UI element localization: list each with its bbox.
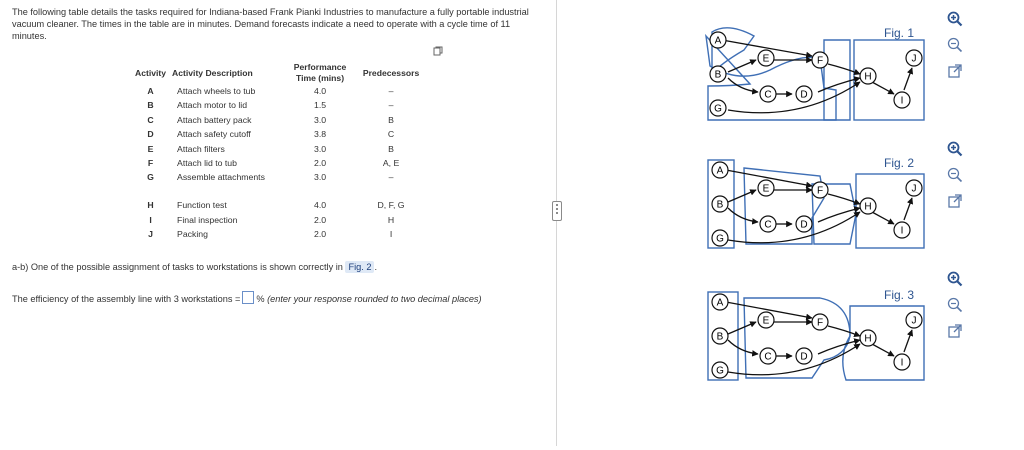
svg-text:I: I [900, 225, 904, 237]
task-node-b [712, 328, 728, 344]
precedence-arrow [818, 208, 860, 222]
copy-icon[interactable] [433, 46, 443, 56]
activity-cell: G [147, 172, 154, 183]
time-cell: 3.0 [314, 143, 327, 154]
table-row [132, 158, 428, 172]
precedence-arrow [872, 212, 894, 224]
task-node-h [860, 198, 876, 214]
svg-text:G: G [716, 233, 724, 245]
task-node-e [758, 180, 774, 196]
figure-1 [700, 24, 930, 152]
svg-text:H: H [864, 71, 872, 83]
svg-text:G: G [716, 365, 724, 377]
svg-text:J: J [911, 315, 917, 327]
task-node-j [906, 312, 922, 328]
zoom-in-icon[interactable] [946, 140, 964, 158]
task-node-b [710, 66, 726, 82]
table-row [132, 86, 428, 100]
activity-cell: H [147, 200, 154, 211]
precedence-arrow [904, 330, 912, 352]
precedence-arrow [904, 198, 912, 220]
task-node-i [894, 92, 910, 108]
problem-intro: The following table details the tasks required for Indiana-based Frank Pianki Industries to manufacture a fully portable industrial vacuum cleaner. The times in the table are in minutes. Demand forecasts indicate a need to operate with a cycle time of 11 minutes. [12, 7, 529, 41]
table-row [132, 129, 428, 143]
precedence-arrow [728, 340, 758, 354]
svg-text:B: B [714, 69, 722, 81]
svg-text:C: C [764, 89, 772, 101]
activity-cell: I [149, 214, 152, 225]
svg-text:D: D [800, 219, 808, 231]
task-node-j [906, 180, 922, 196]
precedence-arrow [828, 194, 860, 204]
svg-text:C: C [764, 351, 772, 363]
precedence-arrow [728, 322, 756, 334]
svg-text:C: C [764, 219, 772, 231]
task-node-c [760, 86, 776, 102]
efficiency-question [12, 291, 532, 306]
predecessors-cell: – [388, 86, 394, 96]
task-node-g [710, 100, 726, 116]
description-cell: Attach battery pack [177, 114, 252, 125]
precedence-arrow [728, 82, 860, 113]
efficiency-answer-input[interactable] [242, 291, 254, 304]
task-node-b [712, 196, 728, 212]
open-external-icon[interactable] [946, 322, 964, 340]
question-prefix: a-b) One of the possible assignment of tasks to workstations is shown correctly in [12, 262, 343, 272]
figure-label: Fig. 1 [884, 26, 915, 40]
zoom-in-icon[interactable] [946, 10, 964, 28]
svg-text:H: H [864, 333, 872, 345]
header-predecessors: Predecessors [362, 68, 420, 78]
activity-cell: J [148, 229, 153, 240]
task-node-f [812, 182, 828, 198]
task-table [132, 60, 428, 244]
task-node-i [894, 354, 910, 370]
svg-text:D: D [800, 351, 808, 363]
resize-handle-icon[interactable] [552, 201, 562, 221]
precedence-arrow [872, 82, 894, 94]
time-cell: 2.0 [314, 229, 327, 240]
svg-text:F: F [816, 317, 824, 329]
task-node-f [812, 52, 828, 68]
precedence-arrow [728, 212, 860, 243]
task-node-d [796, 216, 812, 232]
predecessors-cell: B [388, 114, 394, 125]
figure-3-diagram [700, 286, 930, 414]
predecessors-cell: C [387, 129, 395, 140]
question-suffix: . [374, 262, 378, 272]
activity-cell: B [147, 100, 154, 111]
task-node-g [712, 230, 728, 246]
activity-cell: D [147, 129, 154, 140]
svg-text:F: F [816, 185, 824, 197]
precedence-arrow [728, 60, 756, 72]
task-node-f [812, 314, 828, 330]
precedence-arrow [728, 208, 758, 222]
table-row [132, 144, 428, 158]
activity-cell: E [147, 143, 154, 154]
task-node-e [758, 50, 774, 66]
description-cell: Packing [177, 229, 208, 240]
predecessors-cell: I [389, 229, 393, 240]
rounding-hint: (enter your response rounded to two decimal places) [267, 294, 482, 304]
activity-cell: C [147, 114, 154, 125]
task-node-a [712, 294, 728, 310]
figure-link[interactable]: Fig. 2 [345, 261, 374, 273]
table-row [132, 115, 428, 129]
task-node-e [758, 312, 774, 328]
figure-2-diagram [700, 154, 930, 282]
table-header-row [132, 60, 428, 86]
svg-text:A: A [716, 297, 724, 309]
description-cell: Attach wheels to tub [177, 86, 256, 96]
precedence-arrow [728, 190, 756, 202]
predecessors-cell: – [388, 100, 394, 111]
time-cell: 3.0 [314, 114, 327, 125]
svg-text:D: D [800, 89, 808, 101]
figure-1-diagram [700, 24, 930, 152]
table-row [132, 172, 428, 200]
svg-text:G: G [714, 103, 722, 115]
zoom-in-icon[interactable] [946, 270, 964, 288]
time-cell: 4.0 [314, 200, 327, 211]
svg-text:B: B [716, 331, 724, 343]
svg-text:F: F [816, 55, 824, 67]
zoom-out-icon[interactable] [946, 296, 964, 314]
description-cell: Final inspection [177, 214, 238, 225]
svg-text:J: J [911, 183, 917, 195]
svg-text:E: E [762, 53, 770, 65]
time-cell: 1.5 [314, 100, 327, 111]
header-description: Activity Description [172, 68, 253, 78]
predecessors-cell: – [388, 172, 394, 183]
svg-text:J: J [911, 53, 917, 65]
svg-text:H: H [864, 201, 872, 213]
svg-text:A: A [716, 165, 724, 177]
zoom-out-icon[interactable] [946, 166, 964, 184]
svg-text:I: I [900, 95, 904, 107]
activity-cell: A [147, 86, 154, 96]
task-node-a [712, 162, 728, 178]
description-cell: Attach motor to lid [177, 100, 248, 111]
time-cell: 2.0 [314, 157, 327, 168]
open-external-icon[interactable] [946, 62, 964, 80]
figure-label: Fig. 2 [884, 156, 915, 170]
workstation-outline [744, 168, 824, 244]
description-cell: Function test [177, 200, 227, 211]
precedence-arrow [872, 344, 894, 356]
task-node-c [760, 216, 776, 232]
figure-3 [700, 286, 930, 414]
svg-text:E: E [762, 183, 770, 195]
precedence-arrow [904, 68, 912, 90]
description-cell: Attach filters [177, 143, 225, 154]
time-cell: 2.0 [314, 214, 327, 225]
open-external-icon[interactable] [946, 192, 964, 210]
predecessors-cell: D, F, G [377, 200, 405, 211]
task-node-h [860, 68, 876, 84]
task-node-d [796, 348, 812, 364]
panel-divider [556, 0, 557, 446]
table-row [132, 100, 428, 114]
efficiency-prefix: The efficiency of the assembly line with 3 workstations = [12, 294, 241, 304]
figure-label: Fig. 3 [884, 288, 915, 302]
precedence-arrow [828, 326, 860, 336]
description-cell: Assemble attachments [177, 172, 265, 183]
header-time: Performance Time (mins) [293, 62, 347, 83]
time-cell: 3.0 [314, 172, 327, 183]
table-row [132, 200, 428, 214]
predecessors-cell: A, E [382, 157, 400, 168]
figure-2 [700, 154, 930, 282]
task-node-h [860, 330, 876, 346]
task-node-c [760, 348, 776, 364]
workstation-outline [824, 40, 850, 120]
workstation-outline [744, 298, 850, 378]
precedence-arrow [818, 340, 860, 354]
table-row [132, 215, 428, 229]
table-row [132, 229, 428, 243]
zoom-out-icon[interactable] [946, 36, 964, 54]
time-cell: 4.0 [314, 86, 327, 96]
svg-text:I: I [900, 357, 904, 369]
task-node-d [796, 86, 812, 102]
task-node-j [906, 50, 922, 66]
precedence-arrow [828, 64, 860, 74]
task-node-g [712, 362, 728, 378]
activity-cell: F [147, 157, 154, 168]
task-node-i [894, 222, 910, 238]
predecessors-cell: B [388, 143, 394, 154]
task-node-a [710, 32, 726, 48]
question-text [12, 262, 377, 272]
svg-text:B: B [716, 199, 724, 211]
svg-text:E: E [762, 315, 770, 327]
time-cell: 3.8 [314, 129, 327, 140]
description-cell: Attach lid to tub [177, 157, 237, 168]
predecessors-cell: H [387, 214, 395, 225]
description-cell: Attach safety cutoff [177, 129, 251, 140]
percent-unit: % [256, 294, 265, 304]
svg-text:A: A [714, 35, 722, 47]
header-activity: Activity [135, 68, 167, 78]
precedence-arrow [728, 344, 860, 375]
